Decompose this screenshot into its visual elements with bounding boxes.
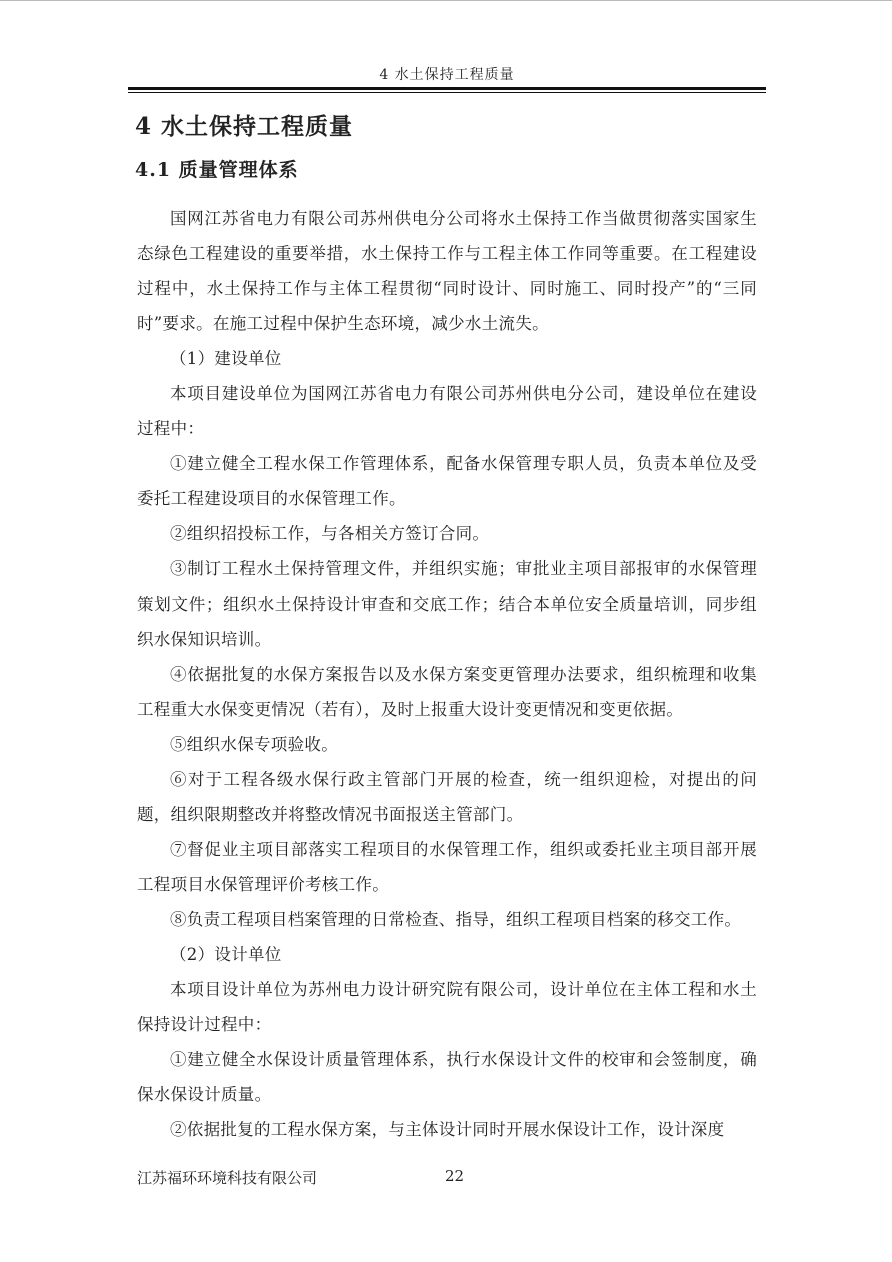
chapter-title: 4 水土保持工程质量 [135,113,354,140]
subheading-construction-unit: （1）建设单位 [170,349,282,369]
list-item: ④依据批复的水保方案报告以及水保方案变更管理办法要求，组织梳理和收集工程重大水保变更情况（若有），及时上报重大设计变更情况和变更依据。 [137,664,757,719]
list-item: ①建立健全工程水保工作管理体系，配备水保管理专职人员，负责本单位及受委托工程建设项目的水保管理工作。 [137,454,757,509]
body-text [137,201,757,1147]
list-item: ③制订工程水土保持管理文件，并组织实施；审批业主项目部报审的水保管理策划文件；组织水土保持设计审查和交底工作；结合本单位安全质量培训，同步组织水保知识培训。 [137,559,757,649]
section-title: 4.1 质量管理体系 [135,159,299,181]
running-header: 4 水土保持工程质量 [379,67,515,83]
page-number: 22 [445,1167,465,1185]
paragraph: 本项目设计单位为苏州电力设计研究院有限公司，设计单位在主体工程和水土保持设计过程中： [137,980,757,1035]
page-top-border [0,0,892,1]
subheading-design-unit: （2）设计单位 [170,944,282,964]
header-rule-thin [128,92,766,93]
footer-company: 江苏福环环境科技有限公司 [137,1169,318,1187]
list-item: ⑧负责工程项目档案管理的日常检查、指导，组织工程项目档案的移交工作。 [170,909,742,929]
list-item: ⑥对于工程各级水保行政主管部门开展的检查，统一组织迎检，对提出的问题，组织限期整改并将整改情况书面报送主管部门。 [137,769,757,824]
list-item: ②组织招投标工作，与各相关方签订合同。 [170,524,490,544]
paragraph: 国网江苏省电力有限公司苏州供电分公司将水土保持工作当做贯彻落实国家生态绿色工程建设的重要举措，水土保持工作与工程主体工作同等重要。在工程建设过程中，水土保持工作与主体工程贯彻“同时设计、同时施工、同时投产”的“三同时”要求。在施工过程中保护生态环境，减少水土流失。 [137,209,757,334]
list-item: ⑤组织水保专项验收。 [170,734,338,754]
header-rule-thick [128,87,766,90]
list-item: ⑦督促业主项目部落实工程项目的水保管理工作，组织或委托业主项目部开展工程项目水保管理评价考核工作。 [137,839,757,894]
list-item: ①建立健全水保设计质量管理体系，执行水保设计文件的校审和会签制度，确保水保设计质量。 [137,1050,757,1105]
paragraph: 本项目建设单位为国网江苏省电力有限公司苏州供电分公司，建设单位在建设过程中： [137,384,757,439]
list-item: ②依据批复的工程水保方案，与主体设计同时开展水保设计工作，设计深度 [170,1120,725,1140]
